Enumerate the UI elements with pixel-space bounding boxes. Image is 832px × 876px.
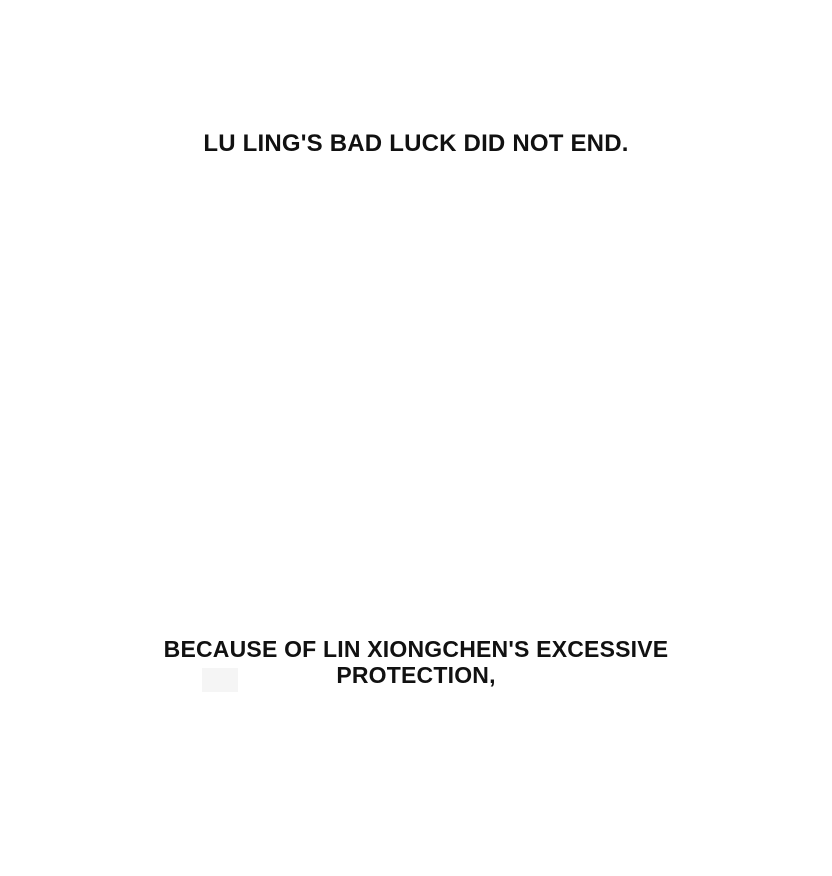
caption-top: LU LING'S BAD LUCK DID NOT END. [203, 130, 629, 157]
caption-bottom: BECAUSE OF LIN XIONGCHEN'S EXCESSIVE PROTECTION, [163, 636, 675, 689]
